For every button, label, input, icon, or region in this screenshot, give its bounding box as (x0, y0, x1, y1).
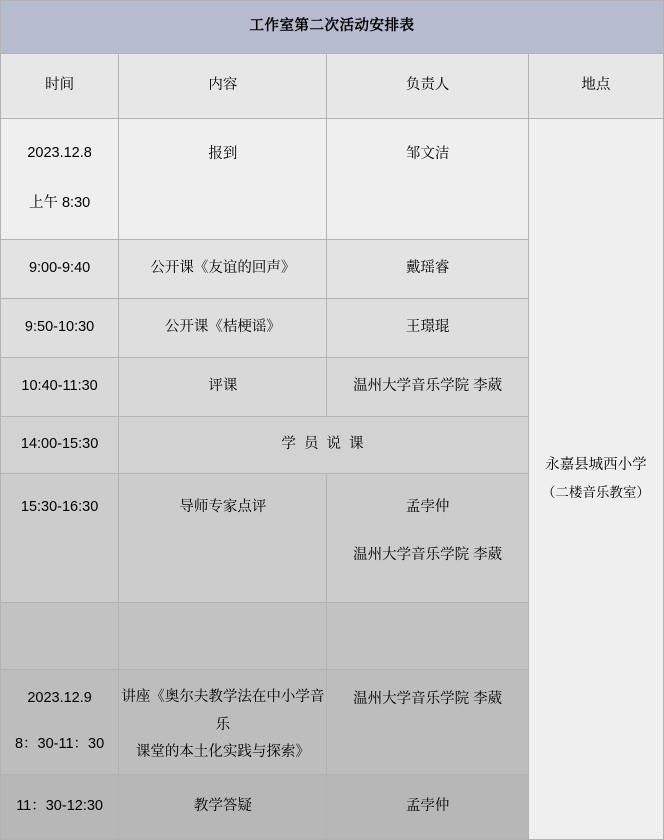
title-row (1, 1, 664, 54)
cell-person: 王璟琨 (327, 299, 528, 358)
column-header-person: 负责人 (327, 54, 528, 119)
cell-person: 温州大学音乐学院 李葳 (327, 670, 528, 775)
cell-content: 学 员 说 课 (119, 417, 529, 474)
cell-place (528, 119, 663, 840)
cell-time (1, 119, 119, 240)
table-row (1, 119, 664, 240)
time-line-1: 2023.12.8 (27, 145, 92, 162)
cell-time (1, 670, 119, 775)
cell-person: 孟孛仲 (327, 775, 528, 840)
header-row (1, 54, 664, 119)
time-line-2: 上午 8:30 (28, 195, 91, 211)
cell-time: 14:00-15:30 (1, 417, 119, 474)
cell-time: 11：30-12:30 (1, 775, 119, 840)
cell-person: 戴瑶睿 (327, 240, 528, 299)
column-header-time: 时间 (1, 54, 119, 119)
content-line-2: 课堂的本土化实践与探索》 (135, 744, 310, 761)
cell-person (327, 603, 528, 670)
cell-content (119, 603, 327, 670)
document-title: 工作室第二次活动安排表 (1, 1, 664, 54)
column-header-content: 内容 (119, 54, 327, 119)
cell-time: 15:30-16:30 (1, 474, 119, 603)
cell-person: 温州大学音乐学院 李葳 (327, 358, 528, 417)
cell-content: 教学答疑 (119, 775, 327, 840)
cell-content: 报到 (119, 119, 327, 240)
person-line-2: 温州大学音乐学院 李葳 (353, 546, 503, 563)
time-line-1: 2023.12.9 (27, 690, 92, 707)
place-line-2: （二楼音乐教室） (541, 484, 650, 500)
cell-content: 导师专家点评 (119, 474, 327, 603)
cell-content: 公开课《桔梗谣》 (119, 299, 327, 358)
place-line-1: 永嘉县城西小学 (545, 457, 647, 474)
cell-content: 评课 (119, 358, 327, 417)
cell-person (327, 474, 528, 603)
cell-content (119, 670, 327, 775)
column-header-place: 地点 (528, 54, 663, 119)
cell-content: 公开课《友谊的回声》 (119, 240, 327, 299)
cell-time: 9:00-9:40 (1, 240, 119, 299)
time-line-2: 8：30-11：30 (14, 736, 105, 752)
cell-time: 9:50-10:30 (1, 299, 119, 358)
cell-person: 邹文洁 (327, 119, 528, 240)
person-line-1: 孟孛仲 (405, 499, 450, 515)
cell-time (1, 603, 119, 670)
cell-time: 10:40-11:30 (1, 358, 119, 417)
content-line-1: 讲座《奥尔夫教学法在中小学音乐 (121, 689, 325, 733)
